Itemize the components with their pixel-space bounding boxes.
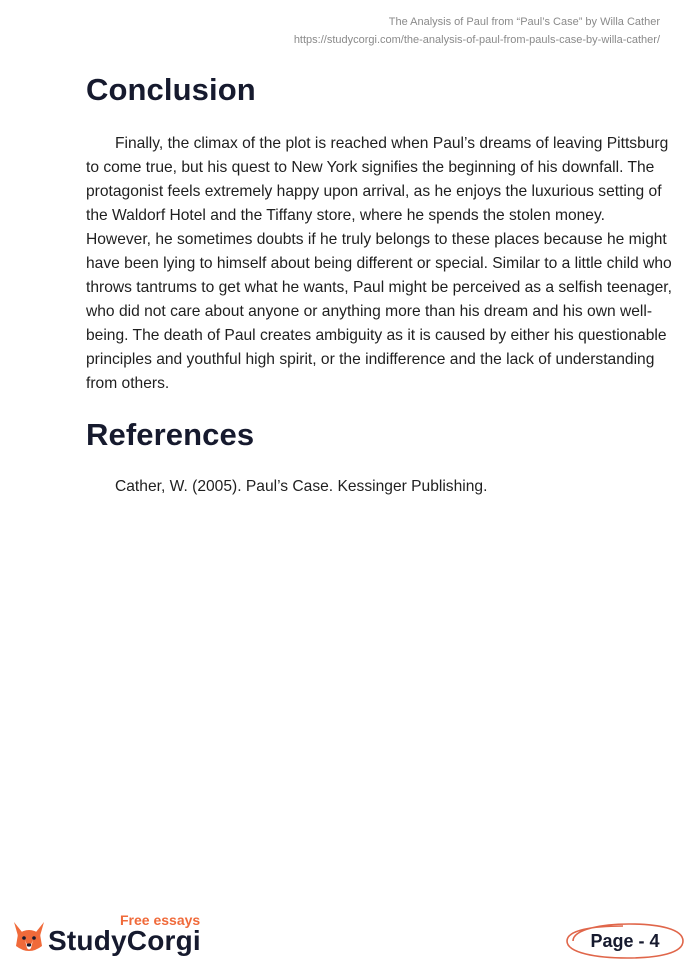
page-header	[294, 13, 660, 49]
references-heading: References	[86, 417, 255, 452]
references-section	[86, 413, 672, 499]
brand-name: StudyCorgi	[48, 925, 201, 956]
source-url-link[interactable]: https://studycorgi.com/the-analysis-of-paul-from-pauls-case-by-willa-cather/	[293, 34, 660, 46]
document-body	[86, 68, 672, 499]
page-number: Page - 4	[590, 931, 660, 951]
studycorgi-logo[interactable]	[10, 910, 250, 960]
document-title: The Analysis of Paul from “Paul’s Case” by Willa Cather	[388, 16, 660, 28]
reference-item: Cather, W. (2005). Paul’s Case. Kessinger Publishing.	[115, 478, 488, 495]
page-number-badge	[563, 920, 687, 962]
conclusion-heading: Conclusion	[86, 72, 256, 107]
free-essays-tagline: Free essays	[120, 912, 201, 928]
conclusion-section	[86, 68, 672, 396]
conclusion-paragraph: Finally, the climax of the plot is reached when Paul’s dreams of leaving Pittsburg to come true, but his quest to New York signifies the beginning of his downfall. The protagonist feels extremely happy upon arrival, as he enjoys the luxurious setting of the Waldorf Hotel and the Tiffany store, where he spends the stolen money. However, he sometimes doubts if he truly belongs to these places because he might have been lying to himself about being different or special. Similar to a little child who throws tantrums to get what he wants, Paul might be perceived as a selfish teenager, who did not care about anyone or anything more than his dream and his own well-being. The death of Paul creates ambiguity as it is caused by either his questionable principles and youthful high spirit, or the indifference and the lack of understanding from others.	[86, 135, 672, 392]
corgi-icon	[10, 918, 48, 956]
